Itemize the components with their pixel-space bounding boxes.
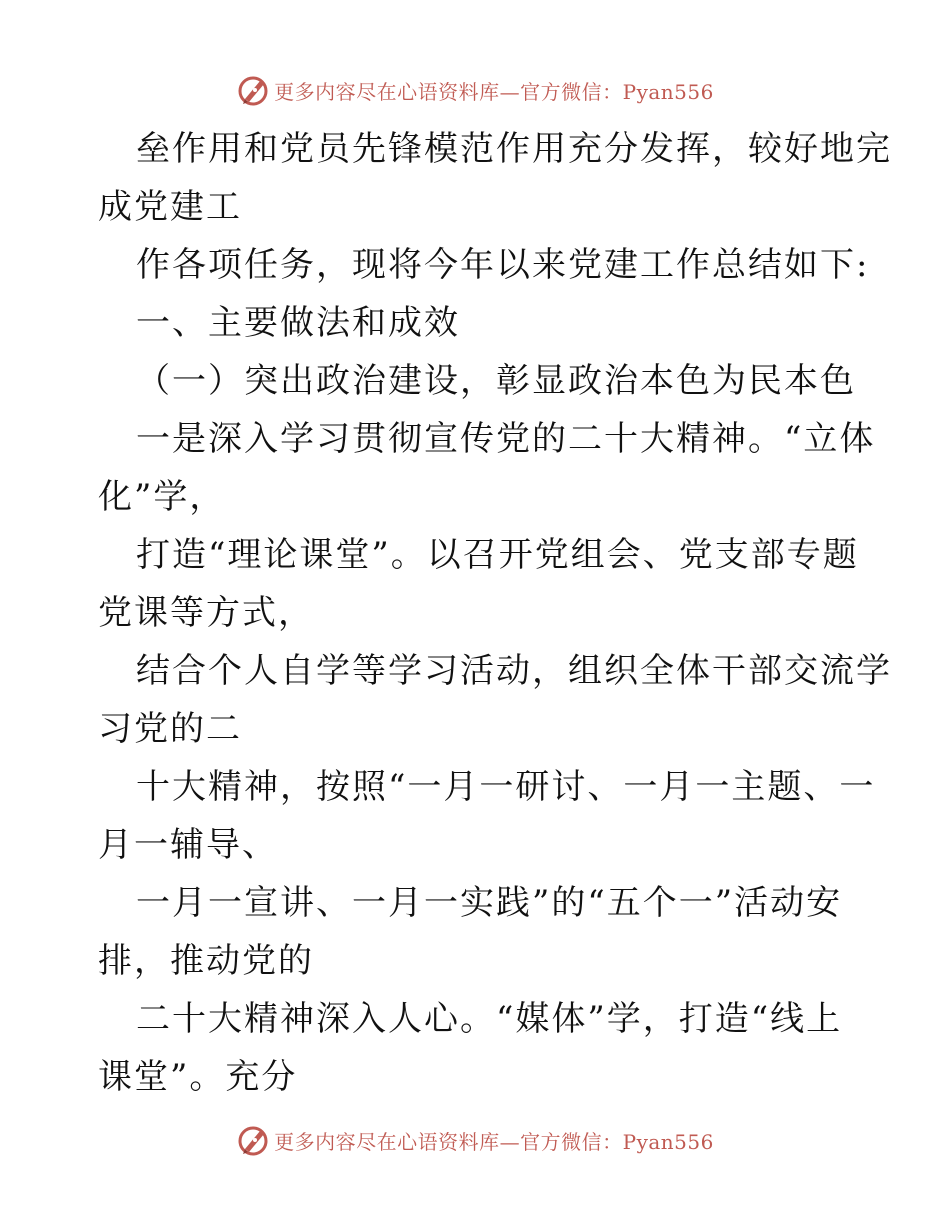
paragraph-wrap-line: 成党建工	[98, 187, 242, 227]
paragraph-wrap-line: 排，推动党的	[98, 941, 314, 981]
paragraph-6	[98, 526, 858, 642]
paragraph-line: 二十大精神深入人心。“媒体”学，打造“线上	[136, 999, 843, 1039]
paragraph-5	[98, 410, 876, 526]
subsection-heading-text: （一）突出政治建设，彰显政治本色为民本色	[136, 361, 856, 401]
section-heading-text: 一、主要做法和成效	[136, 303, 460, 343]
pen-logo-icon	[236, 73, 270, 107]
header-watermark-banner	[0, 70, 950, 110]
subsection-heading	[98, 352, 858, 410]
pen-logo-icon	[236, 1123, 270, 1157]
document-body	[98, 120, 892, 1106]
paragraph-7	[98, 642, 892, 758]
paragraph-line: 一月一宣讲、一月一实践”的“五个一”活动安	[136, 883, 843, 923]
paragraph-2	[98, 236, 870, 294]
paragraph-line: 打造“理论课堂”。以召开党组会、党支部专题	[136, 535, 859, 575]
paragraph-8	[98, 758, 876, 874]
paragraph-wrap-line: 月一辅导、	[98, 825, 278, 865]
header-watermark-text: 更多内容尽在心语资料库—官方微信：Pyan556	[274, 79, 714, 104]
paragraph-line: 作各项任务，现将今年以来党建工作总结如下:	[136, 245, 870, 285]
paragraph-wrap-line: 课堂”。充分	[98, 1057, 298, 1097]
paragraph-10	[98, 990, 858, 1106]
paragraph-wrap-line: 化”学，	[98, 477, 226, 517]
paragraph-line: 垒作用和党员先锋模范作用充分发挥，较好地完	[136, 129, 892, 169]
paragraph-9	[98, 874, 858, 990]
paragraph-1	[98, 120, 892, 236]
paragraph-line: 十大精神，按照“一月一研讨、一月一主题、一	[136, 767, 876, 807]
paragraph-line: 一是深入学习贯彻宣传党的二十大精神。“立体	[136, 419, 876, 459]
paragraph-line: 结合个人自学等学习活动，组织全体干部交流学	[136, 651, 892, 691]
paragraph-wrap-line: 党课等方式，	[98, 593, 314, 633]
section-heading	[98, 294, 858, 352]
footer-watermark-banner	[0, 1120, 950, 1160]
footer-watermark-text: 更多内容尽在心语资料库—官方微信：Pyan556	[274, 1129, 714, 1154]
paragraph-wrap-line: 习党的二	[98, 709, 242, 749]
